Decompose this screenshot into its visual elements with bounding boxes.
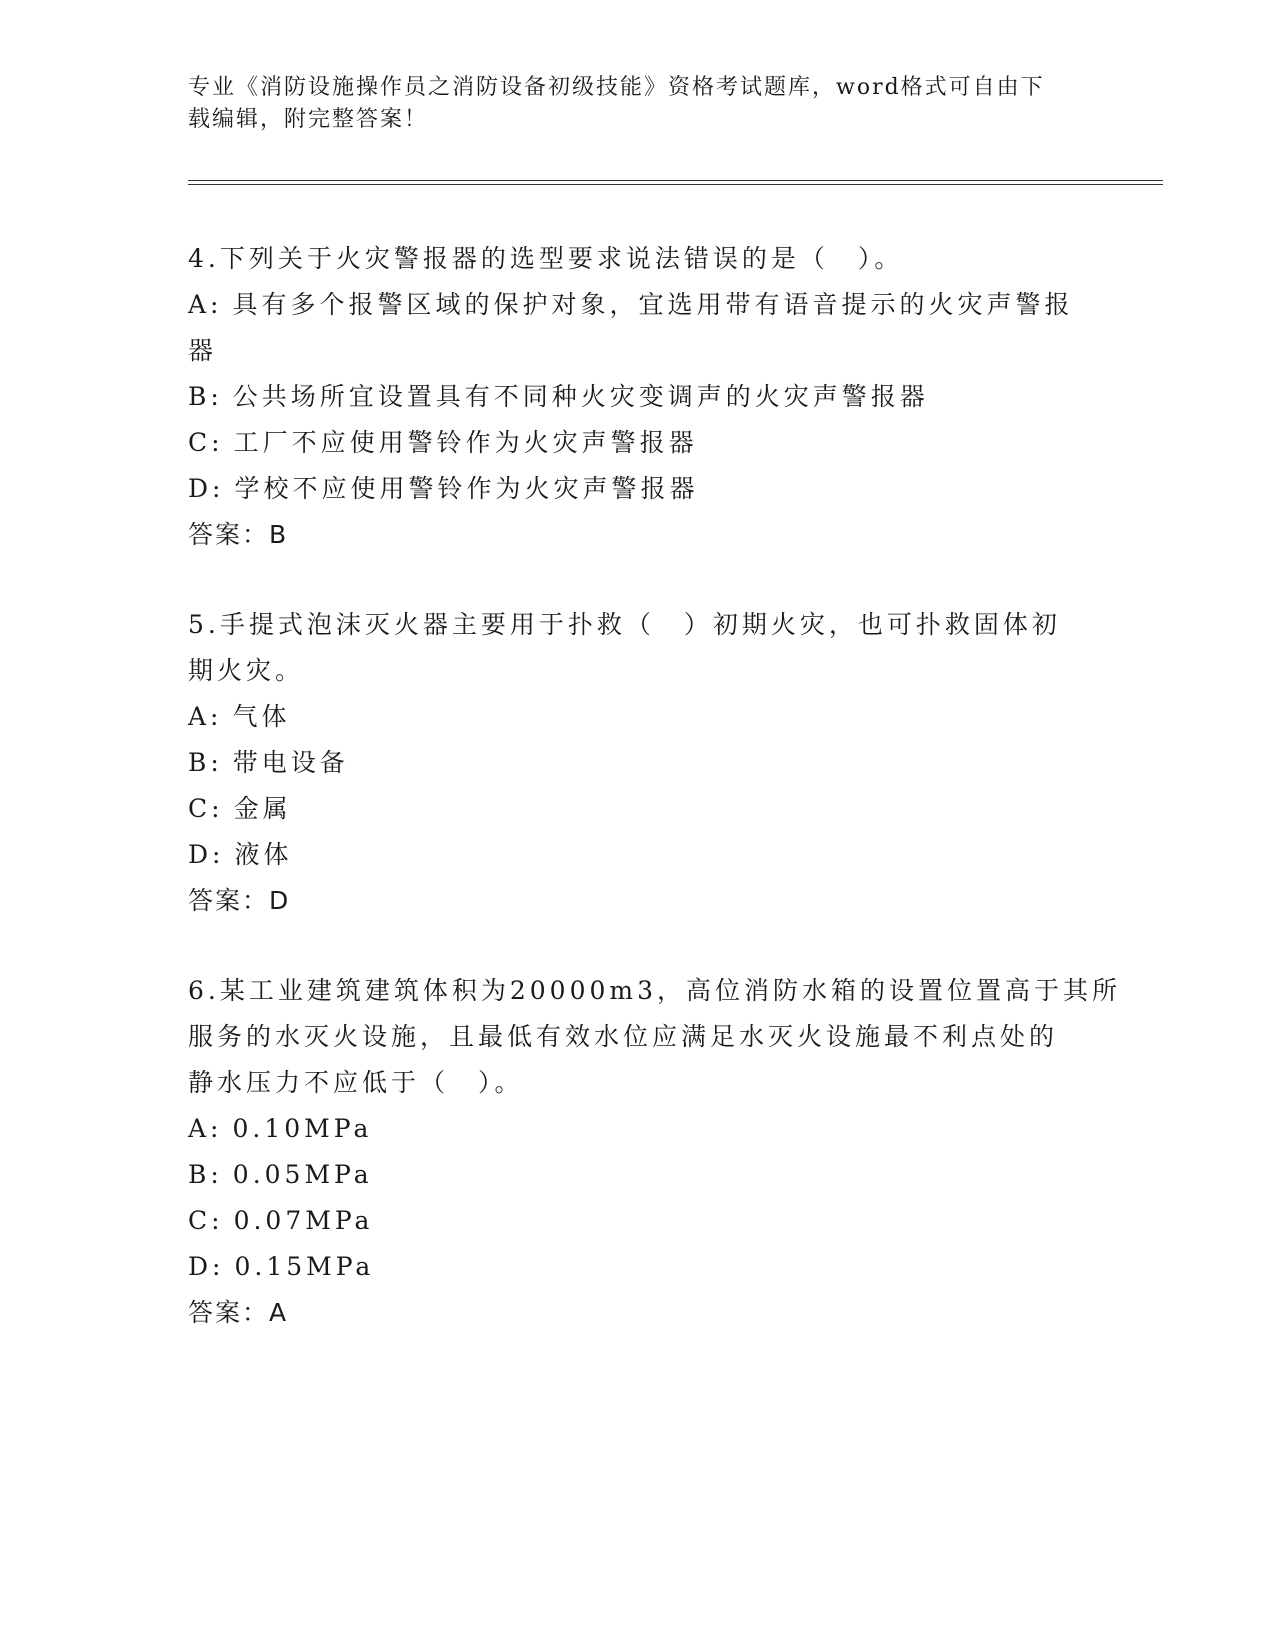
- header-divider-top: [188, 180, 1163, 181]
- option-label: D:: [188, 1252, 225, 1281]
- document-header: [188, 72, 1068, 136]
- option-d: [188, 1244, 1088, 1290]
- question-item: [188, 602, 1088, 924]
- option-text: 0.05MPa: [232, 1160, 373, 1189]
- option-text: 具有多个报警区域的保护对象，宜选用带有语音提示的火灾声警报: [232, 290, 1074, 319]
- option-label: C:: [188, 428, 224, 457]
- option-b: [188, 374, 1088, 420]
- option-text: 0.10MPa: [232, 1114, 373, 1143]
- option-label: A:: [188, 1114, 223, 1143]
- option-c: [188, 420, 1088, 466]
- stem-line: 服务的水灭火设施，且最低有效水位应满足水灭火设施最不利点处的: [188, 1022, 1059, 1051]
- option-text: 气体: [232, 702, 291, 731]
- stem-line: 4.下列关于火灾警报器的选型要求说法错误的是（ ）。: [188, 244, 904, 273]
- stem-line: 6.某工业建筑建筑体积为20000m3，高位消防水箱的设置位置高于其所: [188, 976, 1121, 1005]
- option-label: A:: [188, 702, 223, 731]
- option-text: 0.15MPa: [234, 1252, 375, 1281]
- stem-line: 静水压力不应低于（ ）。: [188, 1068, 524, 1097]
- option-label: B:: [188, 1160, 223, 1189]
- option-text: 工厂不应使用警铃作为火灾声警报器: [233, 428, 698, 457]
- header-line-2: 载编辑，附完整答案！: [188, 107, 429, 132]
- option-d: [188, 832, 1088, 878]
- option-label: C:: [188, 1206, 224, 1235]
- option-text: 公共场所宜设置具有不同种火灾变调声的火灾声警报器: [232, 382, 929, 411]
- option-label: A:: [188, 290, 223, 319]
- option-text: 学校不应使用警铃作为火灾声警报器: [234, 474, 699, 503]
- option-text: 金属: [233, 794, 292, 823]
- stem-line: 期火灾。: [188, 656, 305, 685]
- option-text: 液体: [234, 840, 293, 869]
- stem-line: 5.手提式泡沫灭火器主要用于扑救（ ）初期火灾，也可扑救固体初: [188, 610, 1061, 639]
- header-line-1: 专业《消防设施操作员之消防设备初级技能》资格考试题库，word格式可自由下: [188, 75, 1045, 100]
- option-label: B:: [188, 382, 223, 411]
- option-a: [188, 694, 1088, 740]
- option-text: 带电设备: [232, 748, 349, 777]
- answer-line: 答案：B: [188, 520, 289, 549]
- option-c: [188, 1198, 1088, 1244]
- answer-line: 答案：D: [188, 886, 291, 915]
- option-label: B:: [188, 748, 223, 777]
- answer-line: 答案：A: [188, 1298, 289, 1327]
- option-label: D:: [188, 474, 225, 503]
- question-item: [188, 968, 1121, 1336]
- option-label: D:: [188, 840, 225, 869]
- question-list: [188, 236, 1121, 1380]
- question-item: [188, 236, 1088, 558]
- option-label: C:: [188, 794, 224, 823]
- question-stem: [188, 968, 1121, 1106]
- option-a: [188, 282, 1088, 328]
- option-text: 0.07MPa: [233, 1206, 374, 1235]
- question-stem: [188, 602, 1088, 694]
- option-b: [188, 740, 1088, 786]
- option-a: [188, 1106, 1088, 1152]
- option-a-continued: 器: [188, 336, 218, 365]
- option-b: [188, 1152, 1088, 1198]
- header-divider-bottom: [188, 184, 1163, 185]
- question-stem: [188, 236, 1088, 282]
- option-d: [188, 466, 1088, 512]
- option-c: [188, 786, 1088, 832]
